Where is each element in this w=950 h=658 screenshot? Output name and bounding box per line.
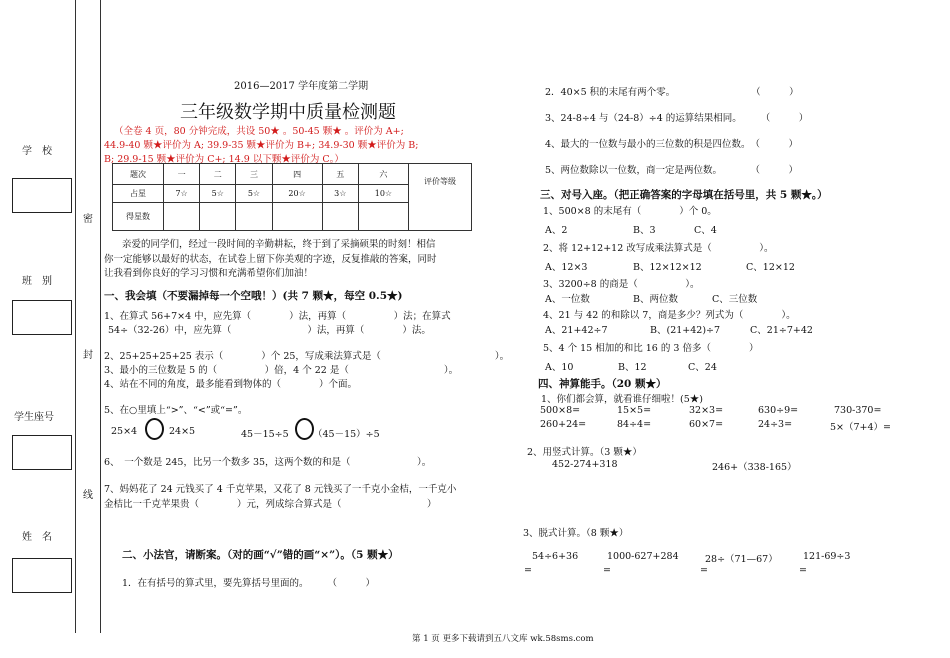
compare-left-2: 45－15÷5 xyxy=(241,429,289,440)
s3-q5-a: A、10 xyxy=(545,362,574,373)
calc-item: 260+24= xyxy=(540,419,587,430)
seat-label: 学生座号 xyxy=(14,412,54,423)
seal-xian: 线 xyxy=(83,486,93,501)
binding-line-right xyxy=(100,0,101,633)
calc-item: 60×7= xyxy=(689,419,724,430)
s4-part2: 2、用竖式计算。（3 颗★） xyxy=(527,447,642,458)
s3-q4-a: A、21+42÷7 xyxy=(545,325,608,336)
s2-item-5: 5、两位数除以一位数，商一定是两位数。 （ ） xyxy=(545,165,799,176)
s1-q7-line2: 金桔比一千克苹果贵（ ）元，列成综合算式是（ ） xyxy=(104,499,437,510)
score-head-cell: 四 xyxy=(272,164,322,185)
section2-heading: 二、小法官，请断案。（对的画“√”错的画“×”）。（5 颗★） xyxy=(122,549,399,561)
calc-item: 630÷9= xyxy=(758,405,799,416)
score-input-cell[interactable] xyxy=(164,203,200,231)
s3-q3-b: B、两位数 xyxy=(633,294,678,305)
s2-item-2: 2．40×5 积的末尾有两个零。 （ ） xyxy=(545,87,799,98)
seal-mi: 密 xyxy=(83,210,93,225)
s3-q4-c: C、21÷7+42 xyxy=(750,325,813,336)
s1-q1-line2: 54÷（32-26）中，应先算（ ）法，再算（ ）法。 xyxy=(108,325,431,336)
score-cell: 7☆ xyxy=(164,185,200,203)
s3-q4-b: B、(21+42)÷7 xyxy=(650,325,721,336)
s3-q1-a: A、2 xyxy=(545,225,568,236)
score-head-cell: 二 xyxy=(200,164,236,185)
s3-q5-c: C、24 xyxy=(688,362,717,373)
s3-q2-b: B、12×12×12 xyxy=(633,262,702,273)
score-head-cell: 六 xyxy=(358,164,408,185)
section4-heading: 四、神算能手。（20 颗★） xyxy=(538,378,667,390)
compare-circle-2[interactable] xyxy=(295,418,314,440)
compare-left-1: 25×4 xyxy=(111,426,138,437)
step-item: 54÷6+36 xyxy=(532,551,579,562)
name-field[interactable] xyxy=(12,558,72,593)
calc-item: 32×3= xyxy=(689,405,724,416)
page-footer: 第 1 页 更多下载请到五八文库 wk.58sms.com xyxy=(412,634,594,644)
s3-q1-b: B、3 xyxy=(633,225,656,236)
section3-heading: 三、对号入座。（把正确答案的字母填在括号里，共 5 颗★。） xyxy=(540,189,828,201)
rules-line-3: B; 29.9-15 颗★评价为 C+; 14.9 以下颗★评价为 C。） xyxy=(104,154,344,165)
s2-item-1: 1．在有括号的算式里，要先算括号里面的。 （ ） xyxy=(122,578,376,589)
s2-item-4: 4、最大的一位数与最小的三位数的积是四位数。 （ ） xyxy=(545,139,799,150)
s4-part1: 1、你们都会算，就看谁仔细啦！(5★) xyxy=(541,394,704,405)
calc-item: 24÷3= xyxy=(758,419,793,430)
score-input-cell[interactable] xyxy=(322,203,358,231)
s3-q3: 3、3200÷8 的商是（ ）。 xyxy=(543,279,700,290)
rules-line-2: 44.9-40 颗★评价为 A; 39.9-35 颗★评价为 B+; 34.9-30 颗★评价为 B; xyxy=(104,140,419,151)
class-label: 班 别 xyxy=(22,276,52,287)
name-label: 姓 名 xyxy=(22,532,52,543)
section1-heading: 一、我会填（不要漏掉每一个空哦！）(共 7 颗★，每空 0.5★) xyxy=(104,290,403,302)
equals-sign: = xyxy=(700,565,708,576)
score-head-cell: 题次 xyxy=(113,164,164,185)
step-item: 1000-627+284 xyxy=(607,551,679,562)
calc-item: 730-370= xyxy=(834,405,882,416)
s1-q4: 4、站在不同的角度，最多能看到物体的（ ）个面。 xyxy=(104,379,358,390)
s3-q1: 1、500×8 的末尾有（ ）个 0。 xyxy=(543,206,717,217)
exam-title: 三年级数学期中质量检测题 xyxy=(180,102,396,123)
compare-right-1: 24×5 xyxy=(169,426,196,437)
score-cell: 得星数 xyxy=(113,203,164,231)
s1-q1-line1: 1、在算式 56+7×4 中，应先算（ ）法，再算（ ）法；在算式 xyxy=(104,311,451,322)
score-table xyxy=(112,163,472,231)
intro-line-3: 让我看到你良好的学习习惯和充满希望你们加油！ xyxy=(104,268,314,279)
calc-item: 500×8= xyxy=(540,405,581,416)
s3-q5-b: B、12 xyxy=(618,362,647,373)
score-head-cell: 一 xyxy=(164,164,200,185)
s3-q5: 5、4 个 15 相加的和比 16 的 3 倍多（ ） xyxy=(543,343,759,354)
s1-q5: 5、在○里填上“>”、“<”或“=”。 xyxy=(104,405,248,416)
s3-q2-c: C、12×12 xyxy=(746,262,795,273)
calc-item: 15×5= xyxy=(617,405,652,416)
score-head-cell: 五 xyxy=(322,164,358,185)
equals-sign: = xyxy=(524,565,532,576)
s3-q2-a: A、12×3 xyxy=(545,262,588,273)
score-input-cell[interactable] xyxy=(272,203,322,231)
step-item: 121-69÷3 xyxy=(803,551,851,562)
s1-q2: 2、25+25+25+25 表示（ ）个 25，写成乘法算式是（ ）。 xyxy=(104,351,510,362)
s3-q1-c: C、4 xyxy=(694,225,717,236)
intro-line-1: 亲爱的同学们，经过一段时间的辛勤耕耘，终于到了采摘硕果的时刻！相信 xyxy=(122,239,436,250)
compare-circle-1[interactable] xyxy=(145,418,164,440)
score-cell: 20☆ xyxy=(272,185,322,203)
equals-sign: = xyxy=(799,565,807,576)
score-cell: 10☆ xyxy=(358,185,408,203)
s1-q6: 6、 一个数是 245，比另一个数多 35，这两个数的和是（ ）。 xyxy=(104,457,432,468)
seat-field[interactable] xyxy=(12,435,72,470)
equals-sign: = xyxy=(603,565,611,576)
score-head-cell: 三 xyxy=(236,164,272,185)
binding-line-left xyxy=(75,0,76,633)
score-cell: 占星 xyxy=(113,185,164,203)
s3-q2: 2、将 12+12+12 改写成乘法算式是（ ）。 xyxy=(543,243,774,254)
score-input-cell[interactable] xyxy=(200,203,236,231)
s1-q7-line1: 7、妈妈花了 24 元钱买了 4 千克苹果，又花了 8 元钱买了一千克小金桔，一千克小 xyxy=(104,484,457,495)
score-cell: 3☆ xyxy=(322,185,358,203)
school-year: 2016—2017 学年度第二学期 xyxy=(234,81,369,92)
calc-item: 84÷4= xyxy=(617,419,652,430)
rules-line-1: （全卷 4 页，80 分钟完成，共设 50★ 。50-45 颗★ 。评价为 A+; xyxy=(114,126,404,137)
compare-right-2: （45－15）÷5 xyxy=(313,429,380,440)
s3-q4: 4、21 与 42 的和除以 7，商是多少？列式为（ ）。 xyxy=(543,310,796,321)
s2-item-3: 3、24-8÷4 与（24-8）÷4 的运算结果相同。 （ ） xyxy=(545,113,809,124)
s4-part3: 3、脱式计算。（8 颗★） xyxy=(523,528,629,539)
score-grade-label: 评价等级 xyxy=(424,176,456,186)
step-item: 28÷（71—67） xyxy=(705,554,778,565)
vertical-item: 246+（338-165） xyxy=(712,462,797,473)
school-label: 学 校 xyxy=(22,146,52,157)
school-field[interactable] xyxy=(12,178,72,213)
vertical-item: 452-274+318 xyxy=(552,459,618,470)
score-input-cell[interactable] xyxy=(236,203,272,231)
intro-line-2: 你一定能够以最好的状态，在试卷上留下你美观的字迹，反复推敲的答案，同时 xyxy=(104,254,437,265)
score-grade-header xyxy=(409,164,472,231)
seal-feng: 封 xyxy=(83,346,93,361)
s3-q3-a: A、一位数 xyxy=(545,294,590,305)
s1-q3: 3、最小的三位数是 5 的（ ）倍，4 个 22 是（ ）。 xyxy=(104,365,459,376)
score-input-cell[interactable] xyxy=(358,203,408,231)
s3-q3-c: C、三位数 xyxy=(712,294,758,305)
class-field[interactable] xyxy=(12,300,72,335)
score-cell: 5☆ xyxy=(236,185,272,203)
calc-item: 5×（7+4）= xyxy=(830,422,892,433)
score-cell: 5☆ xyxy=(200,185,236,203)
